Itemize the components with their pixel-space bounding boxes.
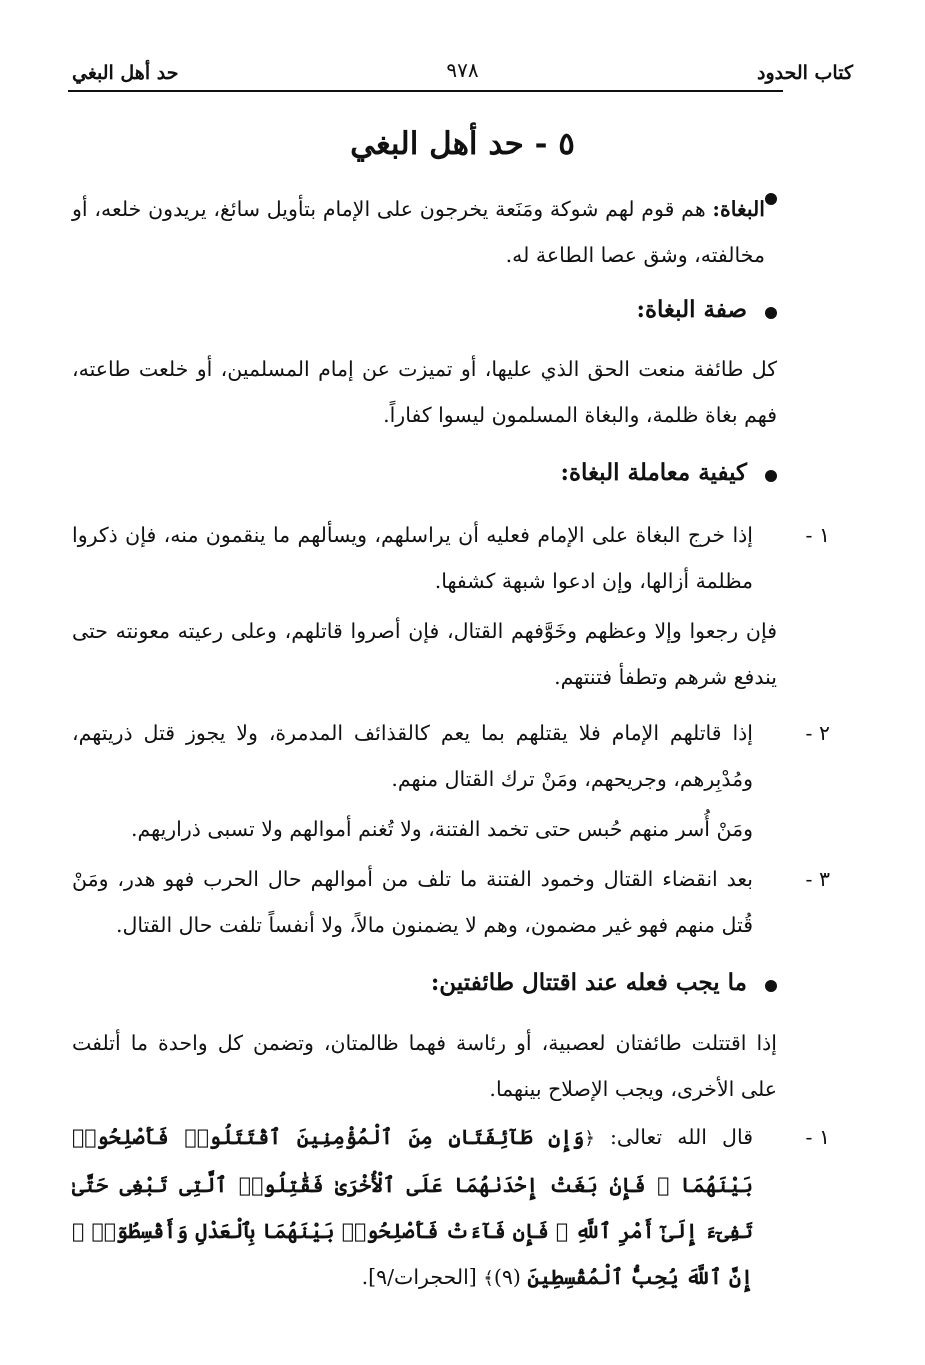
quran-verse: وَإِن طَآئِفَتَانِ مِنَ ٱلْمُؤْمِنِينَ ٱقْتَتَلُوا۟ فَأَصْلِحُوا۟ بَيْنَهُمَا ۖ فَإِنۢ بَغَتْ إِحْدَىٰهُمَا عَلَى ٱلْأُخْرَىٰ فَقَٰتِلُوا۟ ٱلَّتِى تَبْغِى حَتَّىٰ تَفِىٓءَ إِلَىٰٓ أَمْرِ ٱللَّهِ ۚ فَإِن فَآءَتْ فَأَصْلِحُوا۟ بَيْنَهُمَا بِٱلْعَدْلِ وَأَقْسِطُوٓا۟ ۖ إِنَّ ٱللَّهَ يُحِبُّ ٱلْمُقْسِطِينَ [72,1125,753,1289]
running-header [70,58,855,90]
treatment-item-3: بعد انقضاء القتال وخمود الفتنة ما تلف من أموالهم حال الحرب فهو هدر، ومَنْ قُتل منهم فهو غير مضمون، وهم لا يضمنون مالاً، ولا أنفساً تلفت حال القتال. [72,867,753,937]
book-title: كتاب الحدود [756,62,853,84]
quran-citation [72,1114,753,1302]
citation-intro: قال الله تعالى: [594,1125,753,1149]
duty-paragraph: إذا اقتتلت طائفتان لعصبية، أو رئاسة فهما ظالمتان، وتضمن كل واحدة ما أتلفت على الأخرى، ويجب الإصلاح بينهما. [72,1031,777,1101]
definition-lead: البغاة: [712,197,765,221]
definition-text: هم قوم لهم شوكة ومَنَعة يخرجون على الإمام بتأويل سائغ، يريدون خلعه، أو مخالفته، وشق عصا الطاعة له. [72,197,765,267]
item-number: ٣ - [805,867,830,891]
item-number: ١ - [805,523,830,547]
verse-close-bracket: ﴾ [483,1268,494,1289]
item-number: ٢ - [805,721,830,745]
traits-heading: صفة البغاة: [636,296,747,323]
definition-paragraph [72,186,765,278]
treatment-item-2: إذا قاتلهم الإمام فلا يقتلهم بما يعم كالقذائف المدمرة، ولا يجوز قتل ذريتهم، ومُدْبِرهم، وجريحهم، ومَنْ ترك القتال منهم. [72,721,753,791]
item-number: ١ - [805,1125,830,1149]
bullet-icon [765,980,777,992]
duty-heading: ما يجب فعله عند اقتتال طائفتين: [430,969,747,996]
bullet-icon [765,307,777,319]
treatment-item-1: إذا خرج البغاة على الإمام فعليه أن يراسلهم، ويسألهم ما ينقمون منه، فإن ذكروا مظلمة أزالها، وإن ادعوا شبهة كشفها. [72,523,753,593]
verse-open-bracket: ﴿ [584,1128,595,1149]
treatment-item-1-continuation: فإن رجعوا وإلا وعظهم وخَوَّفهم القتال، فإن أصروا قاتلهم، وعلى رعيته معونته حتى يندفع شرهم وتطفأ فتنتهم. [72,619,777,689]
bullet-icon [765,193,777,205]
header-rule [68,90,783,92]
ayah-number: (٩) [493,1265,521,1289]
treatment-item-2-continuation: ومَنْ أُسر منهم حُبس حتى تخمد الفتنة، ولا تُغنم أموالهم ولا تسبى ذراريهم. [130,817,753,841]
surah-reference: [الحجرات/٩]. [361,1265,484,1289]
treatment-heading: كيفية معاملة البغاة: [560,459,747,486]
chapter-title: حد أهل البغي [72,62,179,84]
bullet-icon [765,470,777,482]
traits-paragraph: كل طائفة منعت الحق الذي عليها، أو تميزت عن إمام المسلمين، أو خلعت طاعته، فهم بغاة ظلمة، والبغاة المسلمون ليسوا كفاراً. [72,357,777,427]
page-number: ٩٧٨ [446,58,479,82]
section-title: ٥ - حد أهل البغي [350,126,575,162]
